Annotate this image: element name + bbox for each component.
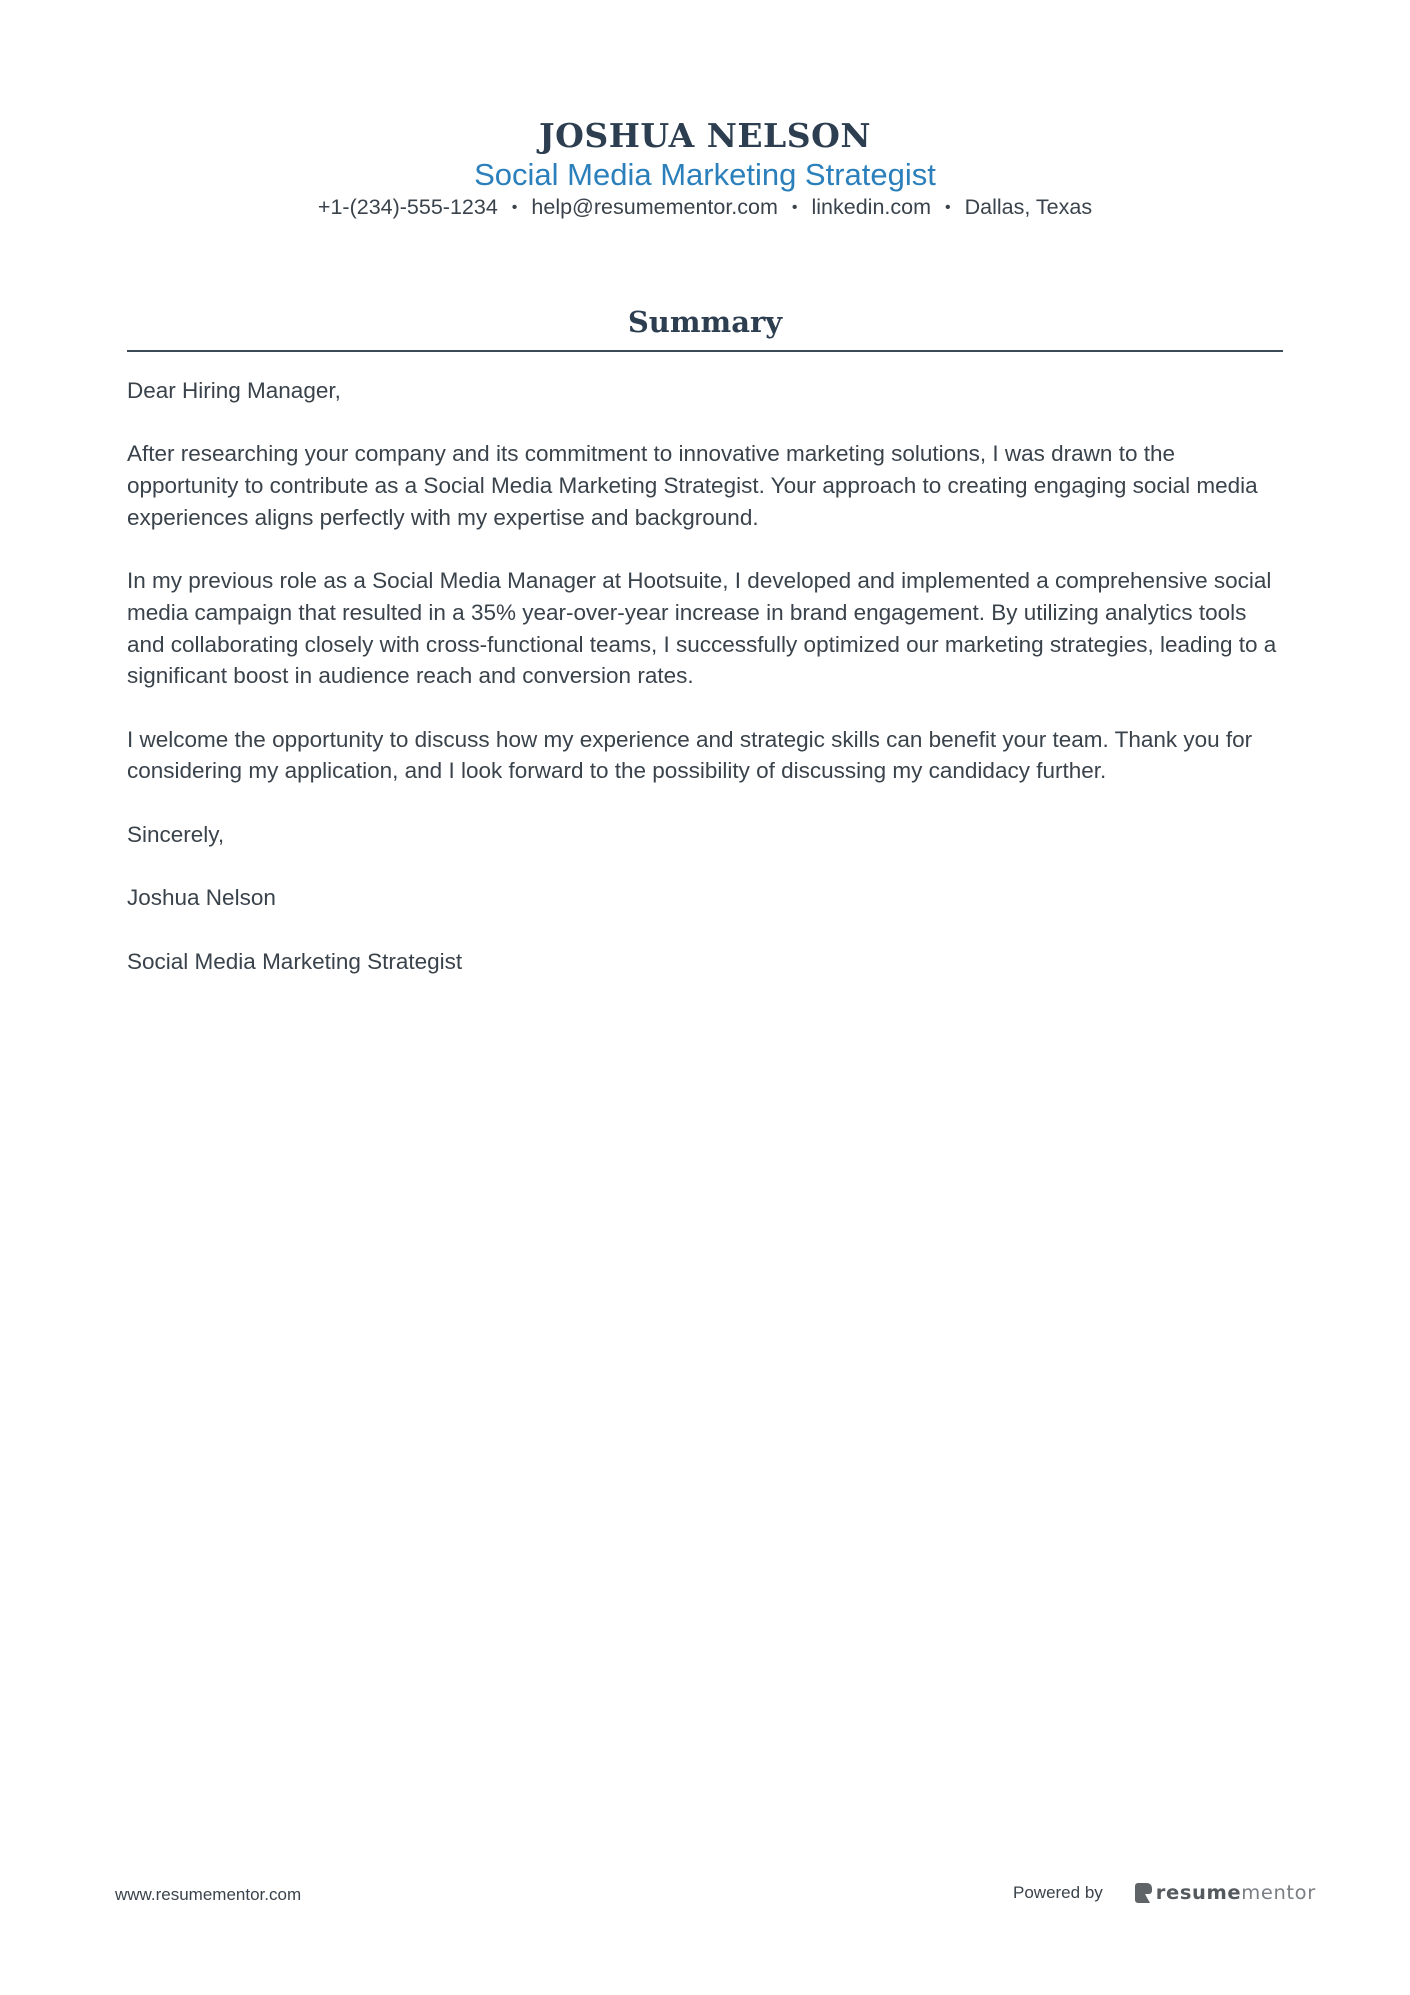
bullet-separator-icon: • <box>945 199 951 216</box>
signature-name: Joshua Nelson <box>127 885 276 911</box>
footer-website[interactable]: www.resumementor.com <box>115 1885 302 1904</box>
letter-body <box>127 375 1287 1009</box>
contact-linkedin: linkedin.com <box>811 195 931 219</box>
resumementor-logo[interactable] <box>1135 1882 1316 1904</box>
signature-title: Social Media Marketing Strategist <box>127 948 463 974</box>
candidate-name: JOSHUA NELSON <box>539 116 871 155</box>
logo-wordmark: resumementor <box>1155 1881 1316 1904</box>
letter-header <box>0 114 1410 223</box>
paragraph: After researching your company and its commitment to innovative marketing solutions, I was drawn to the opportunity to contribute as a Social Media Marketing Strategist. Your approach to creating engaging social media experiences aligns perfectly with my expertise and background. <box>127 441 1258 530</box>
contact-location: Dallas, Texas <box>964 195 1093 219</box>
resumementor-logo-icon <box>1135 1883 1152 1903</box>
summary-section <box>127 300 1283 352</box>
footer-powered-by <box>1013 1881 1316 1905</box>
closing: Sincerely, <box>127 821 225 847</box>
contact-email: help@resumementor.com <box>531 195 778 219</box>
contact-line <box>0 192 1410 223</box>
bullet-separator-icon: • <box>511 199 518 216</box>
salutation: Dear Hiring Manager, <box>127 378 341 403</box>
contact-phone: +1-(234)-555-1234 <box>317 195 498 219</box>
section-title: Summary <box>127 300 1283 352</box>
bullet-separator-icon: • <box>791 199 798 216</box>
paragraph: In my previous role as a Social Media Manager at Hootsuite, I developed and implemented a comprehensive social media campaign that resulted in a 35% year-over-year increase in brand engagement. By utilizing analytics tools and collaborating closely with cross-functional teams, I successfully optimized our marketing strategies, leading to a significant boost in audience reach and conversion rates. <box>127 568 1277 689</box>
candidate-role: Social Media Marketing Strategist <box>474 157 936 192</box>
powered-by-label: Powered by <box>1013 1883 1103 1902</box>
paragraph: I welcome the opportunity to discuss how my experience and strategic skills can benefit your team. Thank you for considering my application, and I look forward to the possibility of discussing my candidacy further. <box>127 726 1253 784</box>
